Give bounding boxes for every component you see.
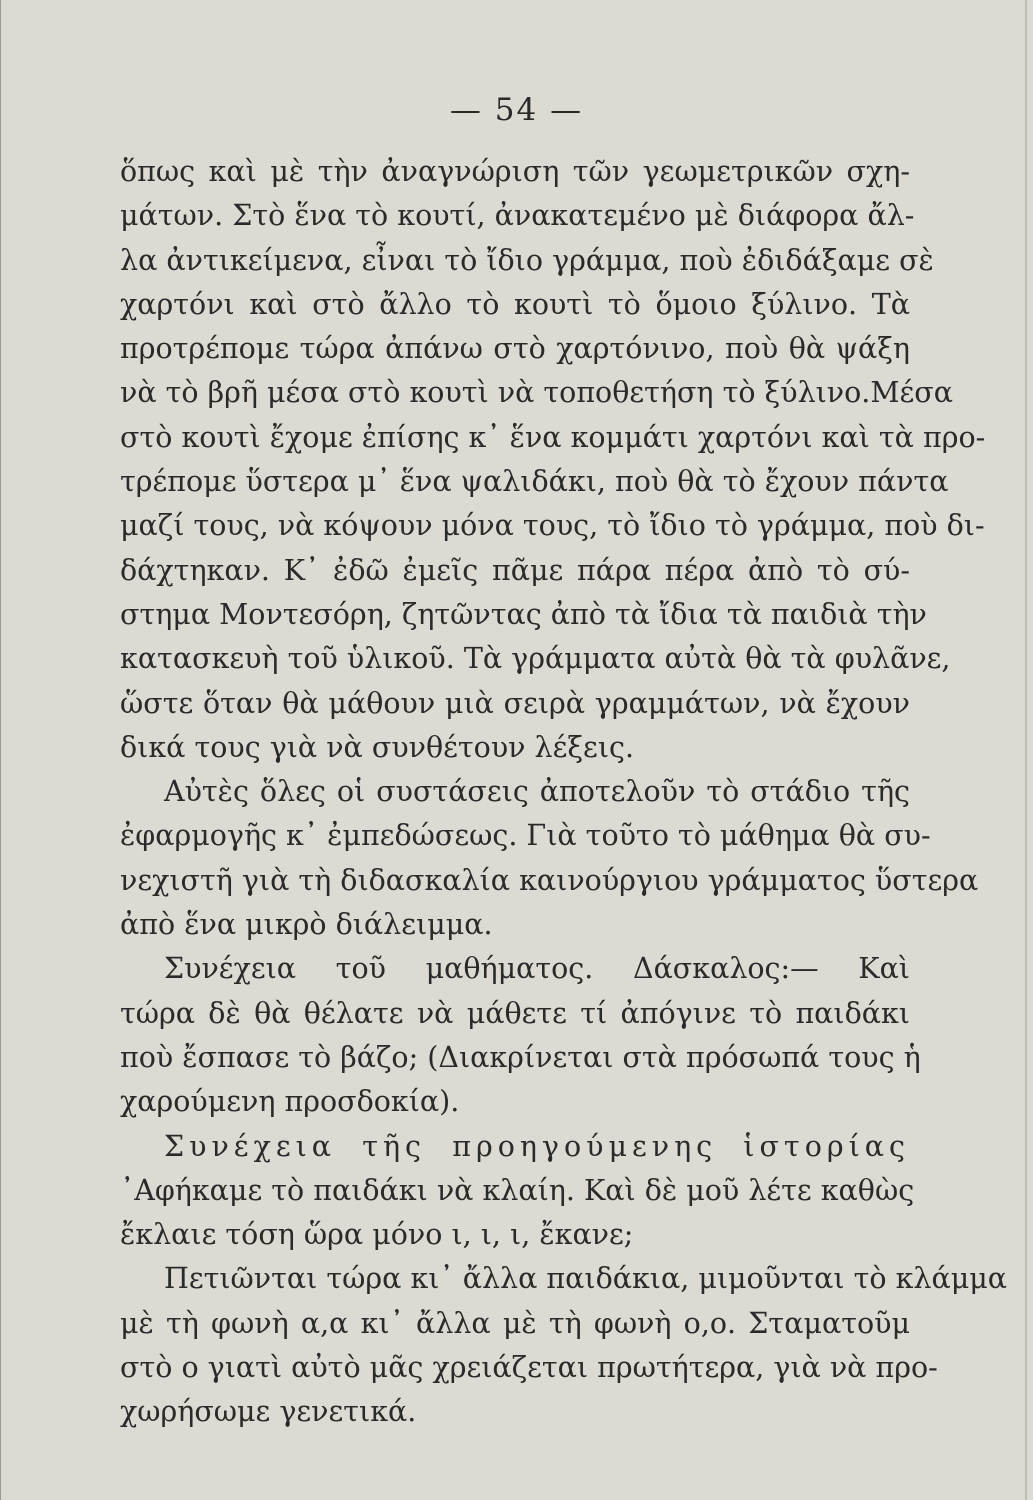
text-line: ἀπὸ ἕνα μικρὸ διάλειμμα. bbox=[120, 908, 493, 942]
text-line: στημα Μοντεσόρη, ζητῶντας ἀπὸ τὰ ἴδια τὰ παιδιὰ τὴν bbox=[120, 597, 927, 631]
text-line: Πετιῶνται τώρα κι᾿ ἄλλα παιδάκια, μιμοῦνται τὸ κλάμμα bbox=[164, 1262, 1007, 1296]
text-line: ὥστε ὅταν θὰ μάθουν μιὰ σειρὰ γραμμάτων, νὰ ἔχουν bbox=[120, 686, 910, 720]
section-heading-line: Συνέχεια τοῦ μαθήματος. Δάσκαλος:— Καὶ bbox=[164, 952, 910, 986]
body-text bbox=[120, 150, 1007, 1435]
text-line: νεχιστῆ γιὰ τὴ διδασκαλία καινούργιου γράμματος ὕστερα bbox=[120, 863, 979, 897]
text-line: προτρέπομε τώρα ἀπάνω στὸ χαρτόνινο, ποὺ θὰ ψάξη bbox=[120, 332, 910, 366]
text-line: στὸ ο γιατὶ αὐτὸ μᾶς χρειάζεται πρωτήτερα, γιὰ νὰ προ- bbox=[120, 1351, 938, 1385]
text-line: δάχτηκαν. Κ᾿ ἐδῶ ἐμεῖς πᾶμε πάρα πέρα ἀπὸ τὸ σύ- bbox=[120, 553, 910, 587]
text-line: ἔκλαιε τόση ὥρα μόνο ι, ι, ι, ἔκανε; bbox=[120, 1218, 634, 1252]
text-line: νὰ τὸ βρῆ μέσα στὸ κουτὶ νὰ τοποθετήση τὸ ξύλινο.Μέσα bbox=[120, 376, 953, 410]
text-line: μὲ τὴ φωνὴ α,α κι᾿ ἄλλα μὲ τὴ φωνὴ ο,ο. Σταματοῦμ bbox=[120, 1306, 910, 1340]
text-line: μαζί τους, νὰ κόψουν μόνα τους, τὸ ἴδιο τὸ γράμμα, ποὺ δι- bbox=[120, 509, 985, 543]
text-line: χαρούμενη προσδοκία). bbox=[120, 1085, 460, 1119]
section-heading-line: Συνέχεια τῆς προηγούμενης ἱστορίας bbox=[164, 1129, 910, 1163]
text-line: κατασκευὴ τοῦ ὑλικοῦ. Τὰ γράμματα αὐτὰ θὰ τὰ φυλᾶνε, bbox=[120, 642, 951, 676]
text-line: Αὐτὲς ὅλες οἱ συστάσεις ἀποτελοῦν τὸ στάδιο τῆς bbox=[164, 775, 910, 809]
text-line: τώρα δὲ θὰ θέλατε νὰ μάθετε τί ἀπόγινε τὸ παιδάκι bbox=[120, 996, 910, 1030]
text-line: χωρήσωμε γενετικά. bbox=[120, 1395, 417, 1429]
text-line: ποὺ ἔσπασε τὸ βάζο; (Διακρίνεται στὰ πρόσωπά τους ἡ bbox=[120, 1040, 921, 1074]
text-line: ὅπως καὶ μὲ τὴν ἀναγνώριση τῶν γεωμετρικῶν σχη- bbox=[120, 155, 910, 188]
text-line: μάτων. Στὸ ἕνα τὸ κουτί, ἀνακατεμένο μὲ διάφορα ἄλ- bbox=[120, 199, 915, 233]
text-line: τρέπομε ὕστερα μ᾿ ἕνα ψαλιδάκι, ποὺ θὰ τὸ ἔχουν πάντα bbox=[120, 465, 949, 499]
text-line: στὸ κουτὶ ἔχομε ἐπίσης κ᾿ ἕνα κομμάτι χαρτόνι καὶ τὰ προ- bbox=[120, 420, 986, 454]
text-line: δικά τους γιὰ νὰ συνθέτουν λέξεις. bbox=[120, 730, 635, 764]
text-line: λα ἀντικείμενα, εἶναι τὸ ἴδιο γράμμα, ποὺ ἐδιδάξαμε σὲ bbox=[120, 243, 934, 277]
page-edge-right bbox=[1025, 0, 1027, 1500]
text-line: χαρτόνι καὶ στὸ ἄλλο τὸ κουτὶ τὸ ὅμοιο ξύλινο. Τὰ bbox=[120, 287, 910, 321]
page-edge-left bbox=[0, 0, 1, 1500]
page-number: — 54 — bbox=[449, 92, 584, 128]
text-line: ἐφαρμογῆς κ᾿ ἐμπεδώσεως. Γιὰ τοῦτο τὸ μάθημα θὰ συ- bbox=[120, 819, 931, 853]
text-line: ᾿Αφήκαμε τὸ παιδάκι νὰ κλαίη. Καὶ δὲ μοῦ λέτε καθὼς bbox=[120, 1173, 915, 1207]
